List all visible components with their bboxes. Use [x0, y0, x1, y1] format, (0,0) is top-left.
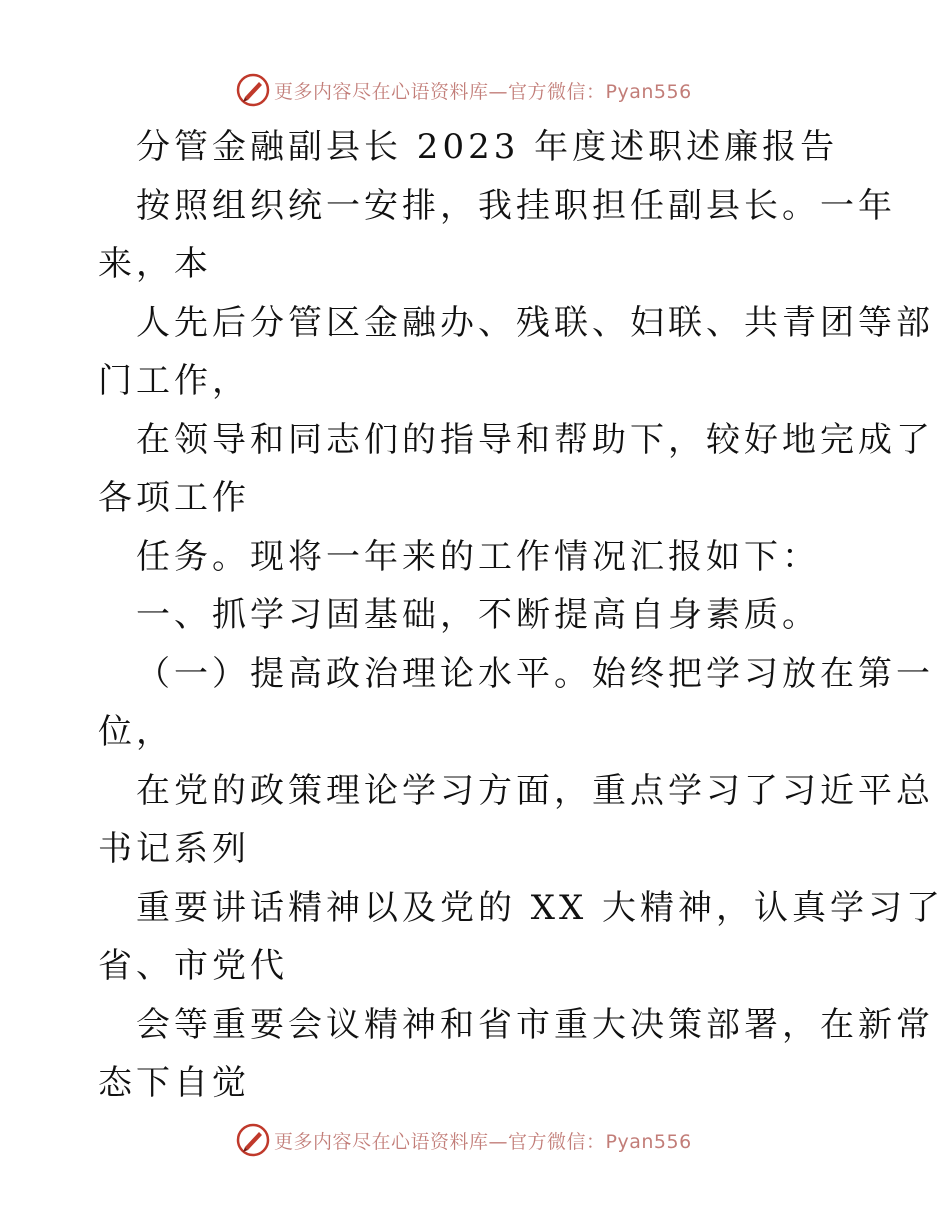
text-line: 按照组织统一安排，我挂职担任副县长。一年 [136, 185, 896, 226]
red-circle-pen-logo-icon [236, 73, 270, 107]
text-line: 省、市党代 [98, 946, 288, 986]
text-line: 来，本 [98, 244, 212, 284]
text-line: 会等重要会议精神和省市重大决策部署，在新常 [136, 1004, 934, 1045]
text-line: 门工作， [98, 361, 250, 401]
red-circle-pen-logo-icon [236, 1123, 270, 1157]
text-line: 一、抓学习固基础，不断提高自身素质。 [136, 595, 820, 635]
watermark-text: 更多内容尽在心语资料库—官方微信：Pyan556 [274, 1130, 692, 1153]
text-line: 态下自觉 [98, 1063, 250, 1103]
text-line: （一）提高政治理论水平。始终把学习放在第一 [136, 653, 934, 694]
text-line: 书记系列 [98, 829, 250, 869]
text-line: 在党的政策理论学习方面，重点学习了习近平总 [136, 770, 934, 811]
watermark-text: 更多内容尽在心语资料库—官方微信：Pyan556 [274, 80, 692, 103]
text-line: 位， [98, 712, 174, 752]
text-line: 各项工作 [98, 478, 250, 518]
text-line: 在领导和同志们的指导和帮助下，较好地完成了 [136, 419, 934, 460]
text-line: 分管金融副县长 2023 年度述职述廉报告 [136, 127, 839, 167]
text-line: 任务。现将一年来的工作情况汇报如下： [136, 536, 820, 577]
watermark-banner-top [236, 72, 692, 108]
text-line: 重要讲话精神以及党的 XX 大精神，认真学习了 [136, 887, 945, 928]
watermark-banner-bottom [236, 1122, 692, 1158]
text-line: 人先后分管区金融办、残联、妇联、共青团等部 [136, 302, 934, 343]
document-body [98, 118, 945, 1113]
